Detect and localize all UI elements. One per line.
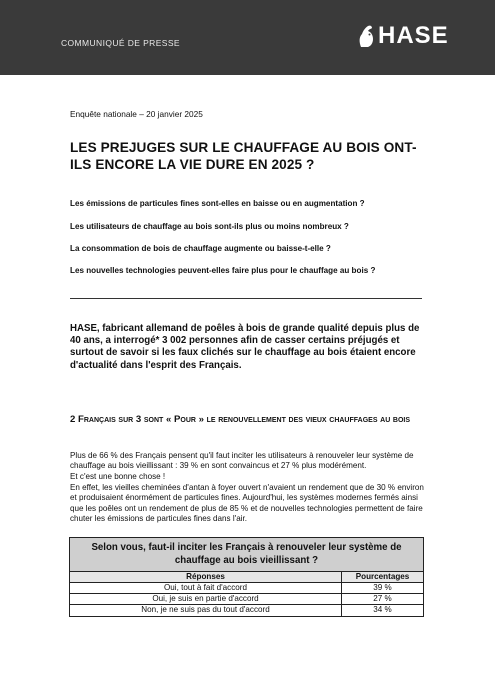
body-paragraph-1: Plus de 66 % des Français pensent qu'il faut inciter les utilisateurs à renouveler leur système de chauffage au bois vieillissant : 39 % en sont convaincus et 27 % plus modérément. [70,451,414,471]
hare-icon [357,24,375,48]
survey-question: Selon vous, faut-il inciter les Français à renouveler leur système de chauffage au bois vieillissant ? [70,538,423,572]
header-band [0,0,495,75]
body-paragraph-3: En effet, les vieilles cheminées d'antan à foyer ouvert n'avaient un rendement que de 30 % environ et produisaient énormément de particules fines. Aujourd'hui, les systèmes modernes fermés ainsi que les poêles ont un rendement de plus de 85 % et de nouvelles technologies permettent de faire chuter les émissions de particules fines dans l'air. [70,483,424,524]
body-paragraph-2: Et c'est une bonne chose ! [70,472,166,481]
date-line: Enquête nationale – 20 janvier 2025 [70,109,203,119]
percent-cell: 34 % [373,604,392,614]
question-3: La consommation de bois de chauffage augmente ou baisse-t-elle ? [70,244,331,253]
percent-cell: 27 % [373,593,392,603]
answer-cell: Oui, je suis en partie d'accord [70,594,342,604]
question-4: Les nouvelles technologies peuvent-elles faire plus pour le chauffage au bois ? [70,266,376,275]
logo-wordmark: HASE [378,22,449,49]
question-1: Les émissions de particules fines sont-elles en baisse ou en augmentation ? [70,199,365,208]
answer-cell: Oui, tout à fait d'accord [70,583,342,593]
table-row [70,605,423,616]
hase-logo [357,22,449,50]
table-row [70,583,423,594]
press-release-label: COMMUNIQUÉ DE PRESSE [61,38,180,48]
survey-table [69,537,424,617]
survey-header-row [70,572,423,583]
percent-cell: 39 % [373,582,392,592]
column-header-percent: Pourcentages [342,572,423,582]
intro-paragraph: HASE, fabricant allemand de poêles à bois de grande qualité depuis plus de 40 ans, a interrogé* 3 002 personnes afin de casser certains préjugés et surtout de savoir si les faux clichés sur le chauffage au bois étaient encore d'actualité dans l'esprit des Français. [70,323,420,371]
column-header-responses: Réponses [70,572,342,582]
divider [70,298,422,299]
answer-cell: Non, je ne suis pas du tout d'accord [70,605,342,616]
page-title: LES PREJUGES SUR LE CHAUFFAGE AU BOIS ONT-ILS ENCORE LA VIE DURE EN 2025 ? [70,140,417,172]
table-row [70,594,423,605]
section-title: 2 Français sur 3 sont « Pour » le renouvellement des vieux chauffages au bois [70,414,411,425]
question-2: Les utilisateurs de chauffage au bois sont-ils plus ou moins nombreux ? [70,222,349,231]
